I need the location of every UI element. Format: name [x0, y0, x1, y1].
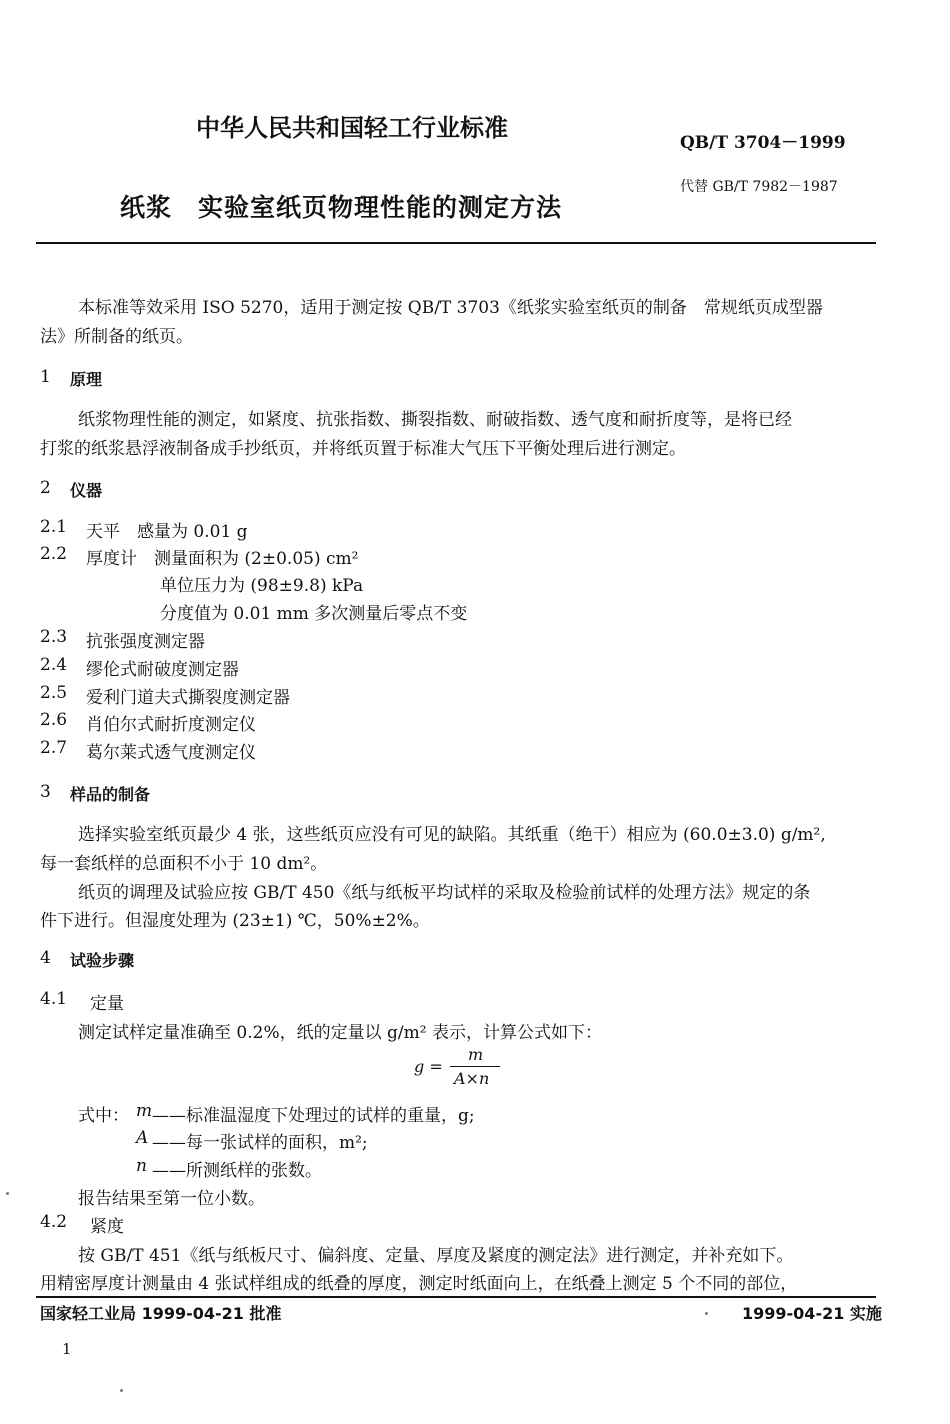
item-2-3-text: 抗张强度测定器 — [86, 632, 205, 652]
var-m-symbol: m — [136, 1101, 153, 1121]
var-a-desc: ——每一张试样的面积，m²; — [152, 1133, 368, 1153]
item-2-4-text: 缪伦式耐破度测定器 — [86, 660, 239, 680]
item-2-1-text: 天平 感量为 0.01 g — [86, 522, 248, 542]
intro-line-1: 本标准等效采用 ISO 5270，适用于测定按 QB/T 3703《纸浆实验室纸页的制备 常规纸页成型器 — [78, 298, 823, 318]
document-title: 纸浆 实验室纸页物理性能的测定方法 — [120, 193, 563, 222]
formula-numerator: m — [468, 1045, 484, 1064]
section-2-number: 2 — [40, 478, 51, 498]
item-2-7-number: 2.7 — [40, 738, 68, 758]
item-2-6-text: 肖伯尔式耐折度测定仪 — [86, 715, 256, 735]
section-1-line-1: 纸浆物理性能的测定，如紧度、抗张指数、撕裂指数、耐破指数、透气度和耐折度等，是将已经 — [78, 410, 792, 430]
section-4-2-number: 4.2 — [40, 1212, 68, 1232]
item-2-3-number: 2.3 — [40, 627, 68, 647]
section-1-number: 1 — [40, 367, 51, 387]
item-2-2-number: 2.2 — [40, 544, 68, 564]
section-3-number: 3 — [40, 782, 51, 802]
item-2-5-number: 2.5 — [40, 683, 68, 703]
intro-line-2: 法》所制备的纸页。 — [40, 327, 193, 347]
var-m-desc: ——标准温湿度下处理过的试样的重量，g; — [152, 1106, 475, 1126]
replaces-standard: 代替 GB/T 7982－1987 — [680, 179, 838, 195]
effective-date: 1999-04-21 实施 — [742, 1304, 882, 1323]
section-4-heading: 试验步骤 — [70, 951, 135, 970]
header-rule — [36, 242, 876, 244]
org-title: 中华人民共和国轻工行业标准 — [196, 114, 508, 142]
var-n-symbol: n — [136, 1156, 147, 1176]
item-2-2-resolution: 分度值为 0.01 mm 多次测量后零点不变 — [160, 604, 468, 624]
section-2-heading: 仪器 — [70, 481, 103, 500]
item-2-6-number: 2.6 — [40, 710, 68, 730]
section-1-line-2: 打浆的纸浆悬浮液制备成手抄纸页，并将纸页置于标准大气压下平衡处理后进行测定。 — [40, 439, 686, 459]
report-precision: 报告结果至第一位小数。 — [78, 1189, 265, 1209]
item-2-5-text: 爱利门道夫式撕裂度测定器 — [86, 688, 290, 708]
formula-fraction-bar — [450, 1066, 500, 1067]
formula-denominator: A×n — [454, 1069, 490, 1088]
section-3-line-3: 纸页的调理及试验应按 GB/T 450《纸与纸板平均试样的采取及检验前试样的处理方法》规定的条 — [78, 883, 811, 903]
scan-speck — [120, 1389, 123, 1392]
section-3-line-2: 每一套纸样的总面积不小于 10 dm²。 — [40, 854, 328, 874]
section-3-line-1: 选择实验室纸页最少 4 张，这些纸页应没有可见的缺陷。其纸重（绝干）相应为 (60.0±3.0) g/m², — [78, 825, 826, 845]
section-1-heading: 原理 — [70, 370, 103, 389]
item-2-2-pressure: 单位压力为 (98±9.8) kPa — [160, 576, 364, 596]
item-2-7-text: 葛尔莱式透气度测定仪 — [86, 743, 256, 763]
section-4-1-heading: 定量 — [90, 994, 124, 1014]
standard-number: QB/T 3704－1999 — [680, 133, 846, 153]
page-number: 1 — [62, 1340, 72, 1358]
where-prefix: 式中： — [78, 1106, 129, 1126]
section-3-heading: 样品的制备 — [70, 785, 151, 804]
scan-speck — [6, 1192, 9, 1195]
footer-rule — [36, 1296, 876, 1298]
var-a-symbol: A — [136, 1128, 149, 1148]
formula-lhs: g = — [414, 1057, 443, 1076]
item-2-1-number: 2.1 — [40, 517, 68, 537]
var-n-desc: ——所测纸样的张数。 — [152, 1161, 322, 1181]
item-2-4-number: 2.4 — [40, 655, 68, 675]
section-4-2-heading: 紧度 — [90, 1217, 124, 1237]
scan-speck — [705, 1312, 708, 1315]
section-4-1-line-1: 测定试样定量准确至 0.2%，纸的定量以 g/m² 表示，计算公式如下： — [78, 1023, 602, 1043]
section-4-number: 4 — [40, 948, 51, 968]
section-4-2-line-2: 用精密厚度计测量由 4 张试样组成的纸叠的厚度，测定时纸面向上，在纸叠上测定 5 个不同的部位， — [40, 1274, 798, 1294]
section-4-2-line-1: 按 GB/T 451《纸与纸板尺寸、偏斜度、定量、厚度及紧度的测定法》进行测定，并补充如下。 — [78, 1246, 794, 1266]
item-2-2-text: 厚度计 测量面积为 (2±0.05) cm² — [86, 549, 359, 569]
approval-date: 国家轻工业局 1999-04-21 批准 — [40, 1304, 282, 1323]
section-3-line-4: 件下进行。但湿度处理为 (23±1) ℃，50%±2%。 — [40, 911, 430, 931]
section-4-1-number: 4.1 — [40, 989, 68, 1009]
